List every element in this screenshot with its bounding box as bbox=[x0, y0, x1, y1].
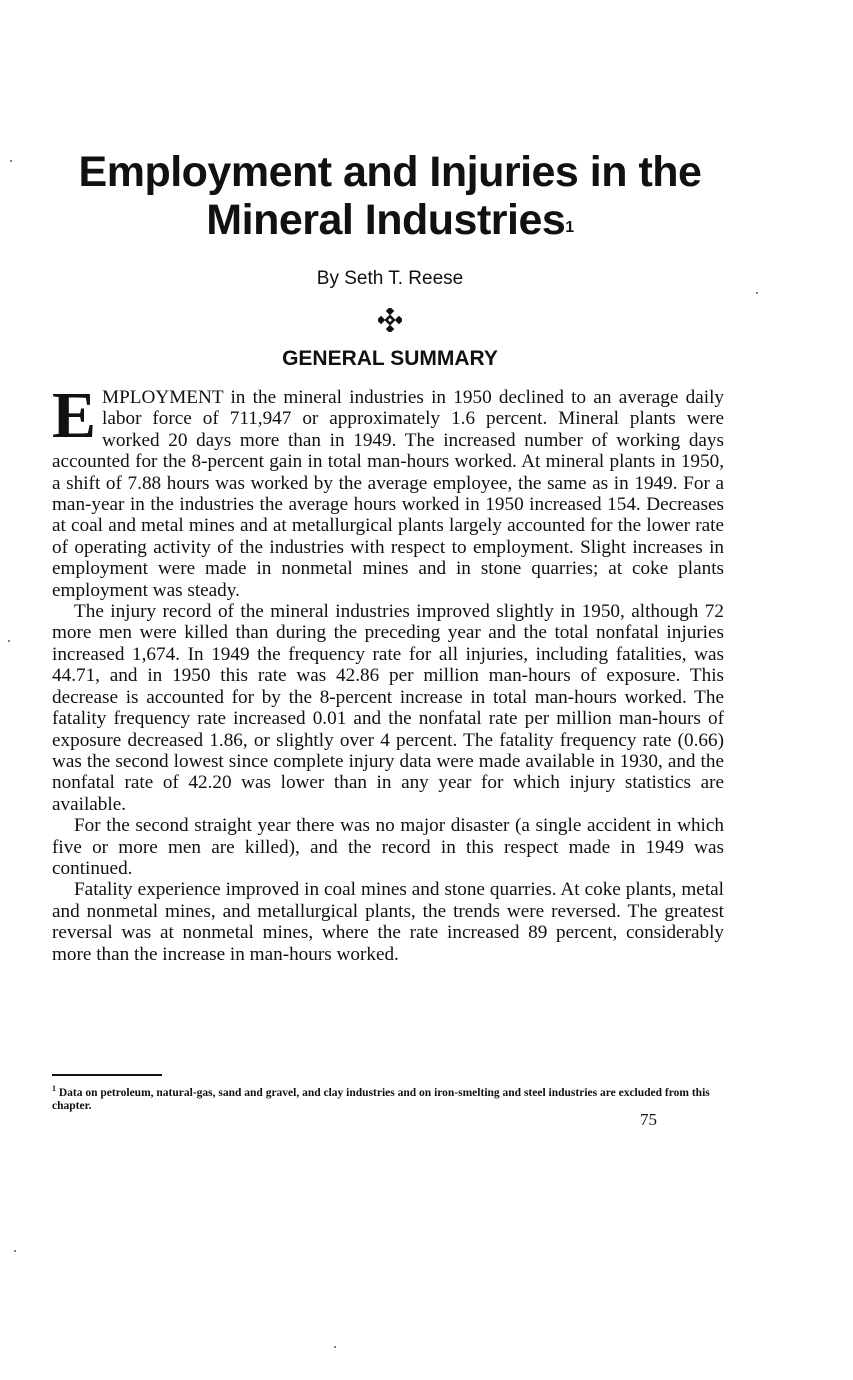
byline: By Seth T. Reese bbox=[316, 268, 464, 289]
paragraph-1 bbox=[52, 379, 724, 601]
article-title-text: Employment and Injuries in the Mineral Industries bbox=[78, 148, 702, 244]
drop-cap: E bbox=[52, 379, 97, 452]
paragraph-1-text: MPLOYMENT in the mineral industries in 1950 declined to an average daily labor force of 711,947 or approximately 1.6 percent. Mineral plants were worked 20 days more than in 1949. The increased number of working days accounted for the 8-percent gain in total man-hours worked. At mineral plants in 1950, a shift of 7.88 hours was worked by the average employee, the same as in 1949. For a man-year in the industries the average hours worked in 1950 increased 154. Decreases at coal and metal mines and at metallurgical plants largely accounted for the lower rate of operating activity of the industries with respect to employment. Slight increases in employment were made in nonmetal mines and in stone quarries; at coke plants employment was steady. bbox=[52, 387, 724, 601]
paragraph-3: For the second straight year there was no major disaster (a single accident in which five or more men are killed), and the record in this respect made in 1949 was continued. bbox=[52, 815, 724, 879]
footnote-mark: 1 bbox=[52, 1084, 56, 1093]
footnote bbox=[52, 1082, 724, 1113]
title-footnote-mark: 1 bbox=[565, 219, 574, 236]
paragraph-2: The injury record of the mineral industries improved slightly in 1950, although 72 more men were killed than during the preceding year and the total nonfatal injuries increased 1,674. In 1949 the frequency rate for all injuries, including fatalities, was 44.71, and in 1950 this rate was 42.86 per million man-hours of exposure. This decrease is accounted for by the 8-percent increase in total man-hours worked. The fatality frequency rate increased 0.01 and the nonfatal rate per million man-hours of exposure decreased 1.86, or slightly over 4 percent. The fatality frequency rate (0.66) was the second lowest since complete injury data were made available in 1930, and the nonfatal rate of 42.20 was lower than in any year for which injury statistics are available. bbox=[52, 601, 724, 815]
footnote-divider bbox=[52, 1074, 162, 1076]
section-heading: GENERAL SUMMARY bbox=[282, 347, 498, 370]
article-body bbox=[52, 379, 724, 965]
footnote-text: Data on petroleum, natural-gas, sand and gravel, and clay industries and on iron-smelting and steel industries are excluded from this chapter. bbox=[52, 1086, 710, 1112]
ornament-icon bbox=[378, 308, 402, 332]
page-number: 75 bbox=[640, 1110, 657, 1129]
scan-speck bbox=[10, 160, 12, 162]
scan-speck bbox=[334, 1346, 336, 1348]
scan-speck bbox=[8, 640, 10, 642]
scan-speck bbox=[756, 292, 758, 294]
paragraph-4: Fatality experience improved in coal mines and stone quarries. At coke plants, metal and nonmetal mines, and metallurgical plants, the trends were reversed. The greatest reversal was at nonmetal mines, where the rate increased 89 percent, considerably more than the increase in man-hours worked. bbox=[52, 879, 724, 965]
article-title bbox=[60, 148, 720, 244]
scan-speck bbox=[14, 1250, 16, 1252]
